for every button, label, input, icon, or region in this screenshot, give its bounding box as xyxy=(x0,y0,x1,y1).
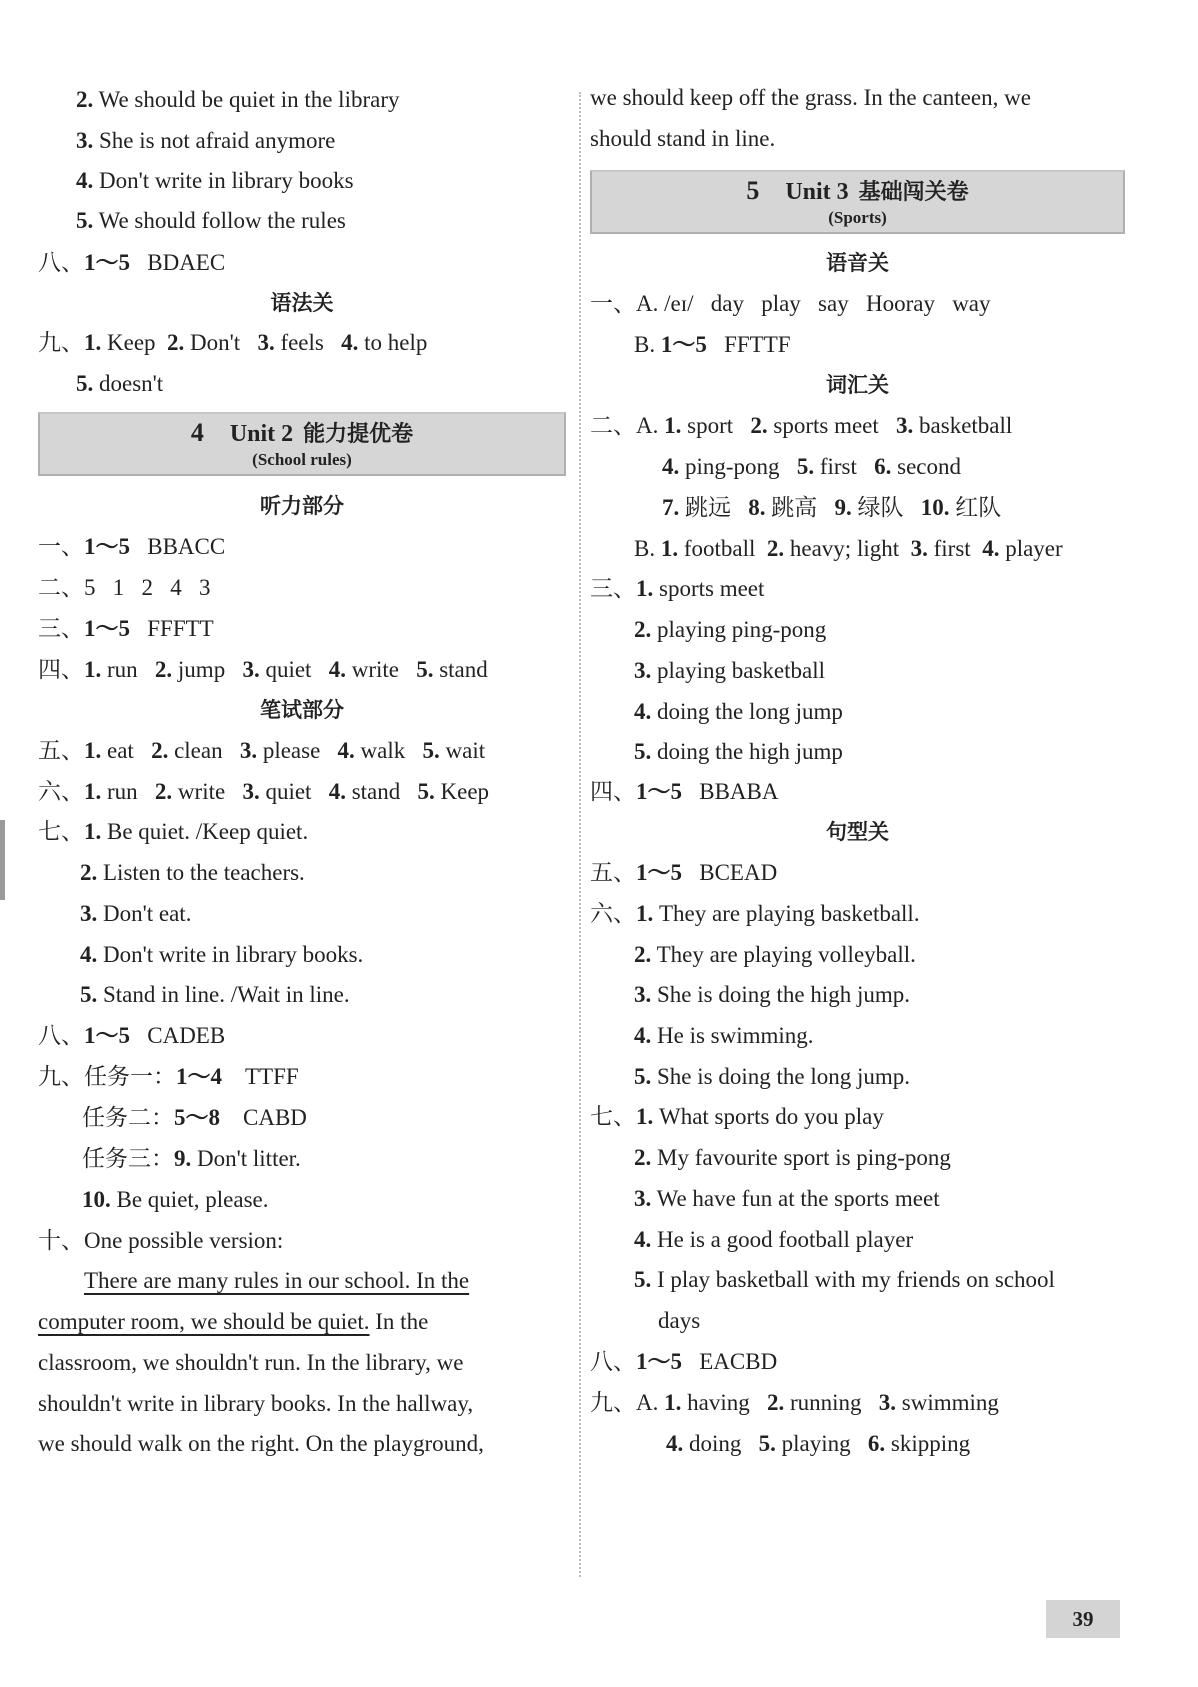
section-9b-answer: 九、任务一：1～4 TTFF xyxy=(38,1064,299,1089)
answer-line: 4. doing the long jump xyxy=(634,699,843,724)
section-5-answer: 五、1. eat 2. clean 3. please 4. walk 5. wait xyxy=(38,738,486,763)
unit-number: 5 xyxy=(746,176,760,205)
writing-heading: 笔试部分 xyxy=(260,698,344,722)
unit-title: 基础闯关卷 xyxy=(858,180,969,205)
answer-line: 5. doing the high jump xyxy=(634,739,843,764)
answer-line: 4. He is a good football player xyxy=(634,1227,914,1252)
unit-subtitle: (Sports) xyxy=(828,208,887,227)
answer-line: 5. She is doing the long jump. xyxy=(634,1064,910,1089)
essay-line: shouldn't write in library books. In the hallway, xyxy=(38,1391,474,1416)
vocab-heading: 词汇关 xyxy=(826,373,889,397)
section-1-answer: 一、A. /eɪ/ day play say Hooray way xyxy=(590,291,991,316)
section-6-answer: 六、1. They are playing basketball. xyxy=(590,901,920,926)
section-3-answer: 三、1～5 FFFTT xyxy=(38,616,214,641)
essay-line: classroom, we shouldn't run. In the library, we xyxy=(38,1350,464,1375)
unit-header-box xyxy=(590,170,1125,234)
unit-label: Unit 3 xyxy=(785,179,849,205)
column-divider xyxy=(579,92,581,1577)
answer-line: 4. He is swimming. xyxy=(634,1023,814,1048)
answer-line: 4. ping-pong 5. first 6. second xyxy=(662,454,961,479)
answer-line: 任务二：5～8 CABD xyxy=(82,1105,307,1130)
answer-line: 4. Don't write in library books. xyxy=(80,942,364,967)
unit-label: Unit 2 xyxy=(229,421,294,447)
answer-line: 4. Don't write in library books xyxy=(76,168,354,193)
answer-line: 3. Don't eat. xyxy=(80,901,192,926)
section-10-intro: 十、One possible version: xyxy=(38,1228,284,1253)
essay-line: computer room, we should be quiet. In the xyxy=(38,1309,429,1334)
essay-line: should stand in line. xyxy=(590,126,776,151)
grammar-heading: 语法关 xyxy=(270,291,334,315)
answer-line: 2. We should be quiet in the library xyxy=(76,87,400,112)
section-8b-answer: 八、1～5 CADEB xyxy=(38,1023,226,1048)
answer-line: B. 1～5 FFTTF xyxy=(634,332,791,357)
listening-heading: 听力部分 xyxy=(260,494,344,518)
unit-header-box xyxy=(38,412,566,476)
answer-line: B. 1. football 2. heavy; light 3. first 4. player xyxy=(634,536,1063,561)
answer-line: days xyxy=(658,1308,701,1333)
section-2-answer: 二、A. 1. sport 2. sports meet 3. basketball xyxy=(590,413,1013,438)
section-1-answer: 一、1～5 BBACC xyxy=(38,534,226,559)
answer-line: 3. She is doing the high jump. xyxy=(634,982,910,1007)
section-8-answer: 八、1～5 EACBD xyxy=(590,1349,778,1374)
answer-line: 5. I play basketball with my friends on school xyxy=(634,1267,1055,1292)
answer-line: 任务三：9. Don't litter. xyxy=(82,1146,301,1171)
answer-line: 3. She is not afraid anymore xyxy=(76,128,336,153)
section-4-answer: 四、1～5 BBABA xyxy=(590,779,779,804)
answer-line: 3. We have fun at the sports meet xyxy=(634,1186,940,1211)
page-edge-mark xyxy=(0,820,5,900)
section-4-answer: 四、1. run 2. jump 3. quiet 4. write 5. stand xyxy=(38,657,488,682)
unit-title: 能力提优卷 xyxy=(303,422,414,447)
essay-line: There are many rules in our school. In the xyxy=(84,1268,470,1293)
answer-line: 5. We should follow the rules xyxy=(76,208,346,233)
answer-line: 2. My favourite sport is ping-pong xyxy=(634,1145,951,1170)
unit-number: 4 xyxy=(190,418,204,447)
section-3-answer: 三、1. sports meet xyxy=(590,576,765,601)
answer-line: 2. playing ping-pong xyxy=(634,617,827,642)
section-9-answer: 九、1. Keep 2. Don't 3. feels 4. to help xyxy=(38,330,428,355)
unit-subtitle: (School rules) xyxy=(252,450,352,469)
answer-line: 2. They are playing volleyball. xyxy=(634,942,916,967)
sentence-heading: 句型关 xyxy=(826,820,889,844)
section-9-answer: 九、A. 1. having 2. running 3. swimming xyxy=(590,1390,999,1415)
page-number: 39 xyxy=(1046,1600,1120,1638)
section-5-answer: 五、1～5 BCEAD xyxy=(590,860,778,885)
essay-line: we should keep off the grass. In the canteen, we xyxy=(590,85,1031,110)
answer-line: 2. Listen to the teachers. xyxy=(80,860,305,885)
phonics-heading: 语音关 xyxy=(826,251,889,275)
section-7-answer: 七、1. What sports do you play xyxy=(590,1104,884,1129)
answer-line: 7. 跳远 8. 跳高 9. 绿队 10. 红队 xyxy=(662,495,1002,520)
answer-line: 10. Be quiet, please. xyxy=(82,1187,269,1212)
answer-line: 5. doesn't xyxy=(76,371,164,396)
essay-line: we should walk on the right. On the playground, xyxy=(38,1431,484,1456)
answer-line: 5. Stand in line. /Wait in line. xyxy=(80,982,350,1007)
section-2-answer: 二、5 1 2 4 3 xyxy=(38,575,211,600)
section-6-answer: 六、1. run 2. write 3. quiet 4. stand 5. Keep xyxy=(38,779,490,804)
section-7-answer: 七、1. Be quiet. /Keep quiet. xyxy=(38,819,309,844)
answer-line: 3. playing basketball xyxy=(634,658,825,683)
section-8-answer: 八、1～5 BDAEC xyxy=(38,250,226,275)
answer-line: 4. doing 5. playing 6. skipping xyxy=(666,1431,971,1456)
